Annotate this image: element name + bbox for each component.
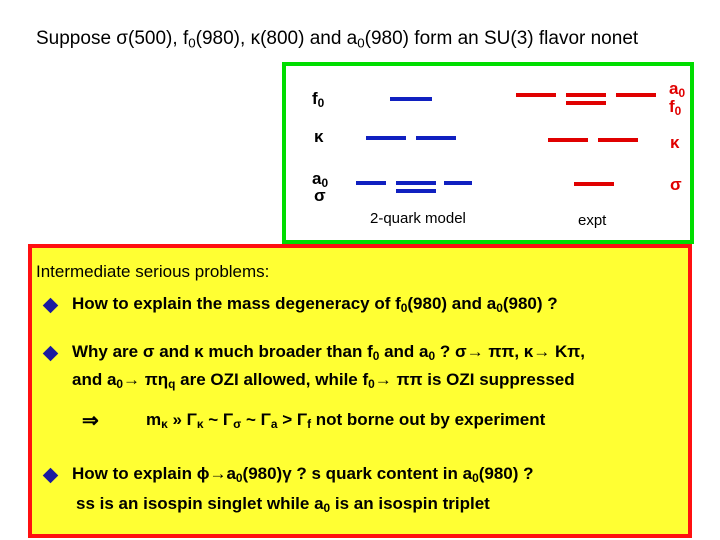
- mass-level-diagram: [282, 62, 694, 244]
- label-kappa-model: κ: [314, 127, 324, 146]
- bullet-diamond-icon: [43, 346, 59, 362]
- label-f0-expt: $f_0$: [669, 97, 682, 118]
- label-sigma-model: σ: [314, 186, 326, 205]
- caption-2-quark-model: 2-quark model: [370, 210, 466, 227]
- level-f0-model: [390, 97, 432, 101]
- bullet-diamond-icon: [43, 468, 59, 484]
- label-kappa-expt: κ: [670, 133, 680, 152]
- caption-expt: expt: [578, 212, 607, 229]
- width-hierarchy-statement: $m_\kappa$ » $\Gamma_\kappa$ ~ $\Gamma_\sigma$ ~ $\Gamma_a > \Gamma_f$ not borne out by experiment: [146, 410, 546, 431]
- problem-broad-widths-line1: Why are σ and κ much broader than $f_0$ and $a_0$ ? σ→ ππ, κ→ Kπ,: [72, 342, 586, 363]
- level-a0-expt-1: [516, 93, 556, 97]
- kappa-symbol: κ: [250, 28, 261, 49]
- level-sigma-expt: [574, 182, 614, 186]
- label-f0-model: $f_0$: [312, 89, 325, 110]
- page-title: Suppose σ(500), $f_0(980)$, κ(800) and $a_0(980)$ form an SU(3) flavor nonet: [36, 28, 639, 51]
- problem-mass-degeneracy: How to explain the mass degeneracy of $f_0(980)$ and $a_0(980)$ ?: [72, 294, 558, 315]
- level-sigma-model: [396, 189, 436, 193]
- problems-panel: [28, 244, 692, 538]
- label-a0-expt: $a_0$: [669, 79, 686, 100]
- problem-broad-widths-line2: and $a_0\to \pi\eta_q$ are OZI allowed, while $f_0\to \pi\pi$ is OZI suppressed: [72, 370, 575, 391]
- sigma-symbol: σ: [116, 28, 129, 49]
- level-kappa-model-2: [416, 136, 456, 140]
- level-a0-expt-2: [566, 93, 606, 97]
- bullet-diamond-icon: [43, 298, 59, 314]
- level-kappa-expt-2: [598, 138, 638, 142]
- level-f0-expt: [566, 101, 606, 105]
- label-sigma-expt: σ: [670, 175, 682, 194]
- problem-phi-radiative-decay: How to explain $\phi\to a_0(980)\gamma$ ? s quark content in $a_0(980)$ ?: [72, 464, 534, 485]
- implies-arrow-icon: ⇒: [82, 410, 99, 432]
- isospin-statement: ss is an isospin singlet while $a_0$ is an isospin triplet: [76, 494, 490, 515]
- level-a0-model-3: [444, 181, 472, 185]
- panel-heading: Intermediate serious problems:: [36, 262, 270, 281]
- level-kappa-model-1: [366, 136, 406, 140]
- level-a0-model-1: [356, 181, 386, 185]
- level-a0-model-2: [396, 181, 436, 185]
- label-a0-model: $a_0$: [312, 169, 329, 190]
- level-a0-expt-3: [616, 93, 656, 97]
- level-kappa-expt-1: [548, 138, 588, 142]
